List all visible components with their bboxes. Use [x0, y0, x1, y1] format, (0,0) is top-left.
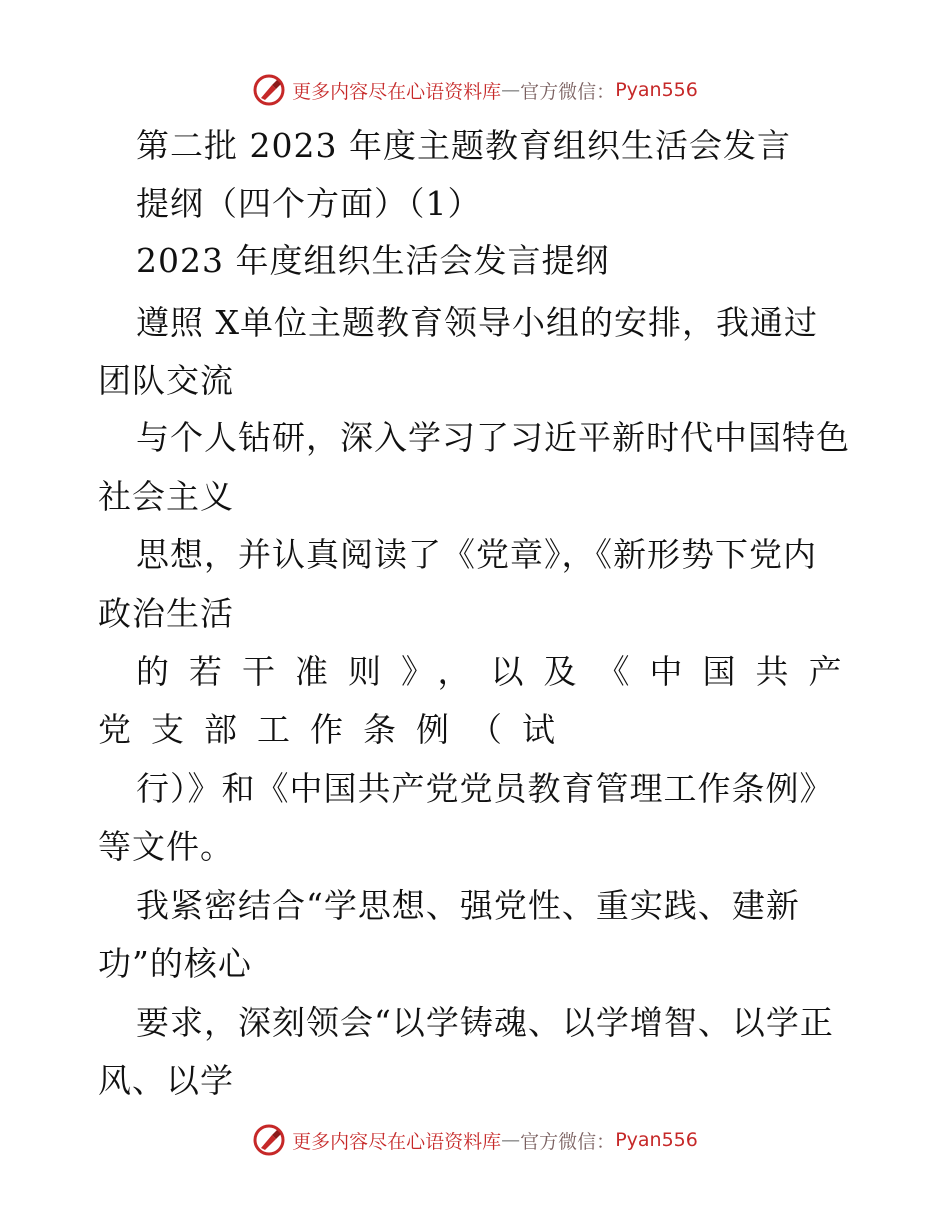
doc-text-line: 行）》和《中国共产党党员教育管理工作条例》	[136, 769, 834, 808]
doc-text-line: 遵照 X单位主题教育领导小组的安排，我通过	[136, 303, 818, 342]
doc-text-line: 风、以学	[98, 1061, 234, 1100]
watermark-main-text: 更多内容尽在心语资料库	[292, 80, 502, 103]
doc-text-line: 政治生活	[98, 594, 234, 633]
watermark-separator: —	[501, 1129, 521, 1151]
doc-text-line: 功”的核心	[98, 944, 252, 983]
doc-text-line: 等文件。	[98, 827, 234, 866]
doc-text-line: 社会主义	[98, 477, 234, 516]
doc-text-line: 团队交流	[98, 361, 234, 400]
doc-text-line: 思想，并认真阅读了《党章》，《新形势下党内	[136, 535, 817, 574]
doc-text-line: 我紧密结合“学思想、强党性、重实践、建新	[136, 886, 800, 925]
pen-nib-circle-icon	[252, 73, 286, 107]
watermark-account: Pyan556	[615, 79, 698, 101]
doc-text-line: 与个人钻研，深入学习了习近平新时代中国特色	[136, 418, 850, 457]
doc-subtitle: 2023 年度组织生活会发言提纲	[136, 241, 610, 280]
watermark-account: Pyan556	[615, 1129, 698, 1151]
footer-watermark	[0, 1120, 950, 1160]
doc-title-line-2: 提纲（四个方面）（1）	[136, 184, 482, 223]
doc-text-line: 的若干准则》，以及《中国共产	[136, 652, 862, 691]
header-watermark	[0, 70, 950, 110]
watermark-official-label: 官方微信：	[520, 1130, 616, 1153]
pen-nib-circle-icon	[252, 1123, 286, 1157]
watermark-separator: —	[501, 79, 521, 101]
doc-text-line: 要求，深刻领会“以学铸魂、以学增智、以学正	[136, 1003, 834, 1042]
doc-title-line-1: 第二批 2023 年度主题教育组织生活会发言	[136, 126, 791, 165]
doc-text-line: 党支部工作条例（试	[98, 710, 575, 749]
watermark-official-label: 官方微信：	[520, 80, 616, 103]
watermark-main-text: 更多内容尽在心语资料库	[292, 1130, 502, 1153]
